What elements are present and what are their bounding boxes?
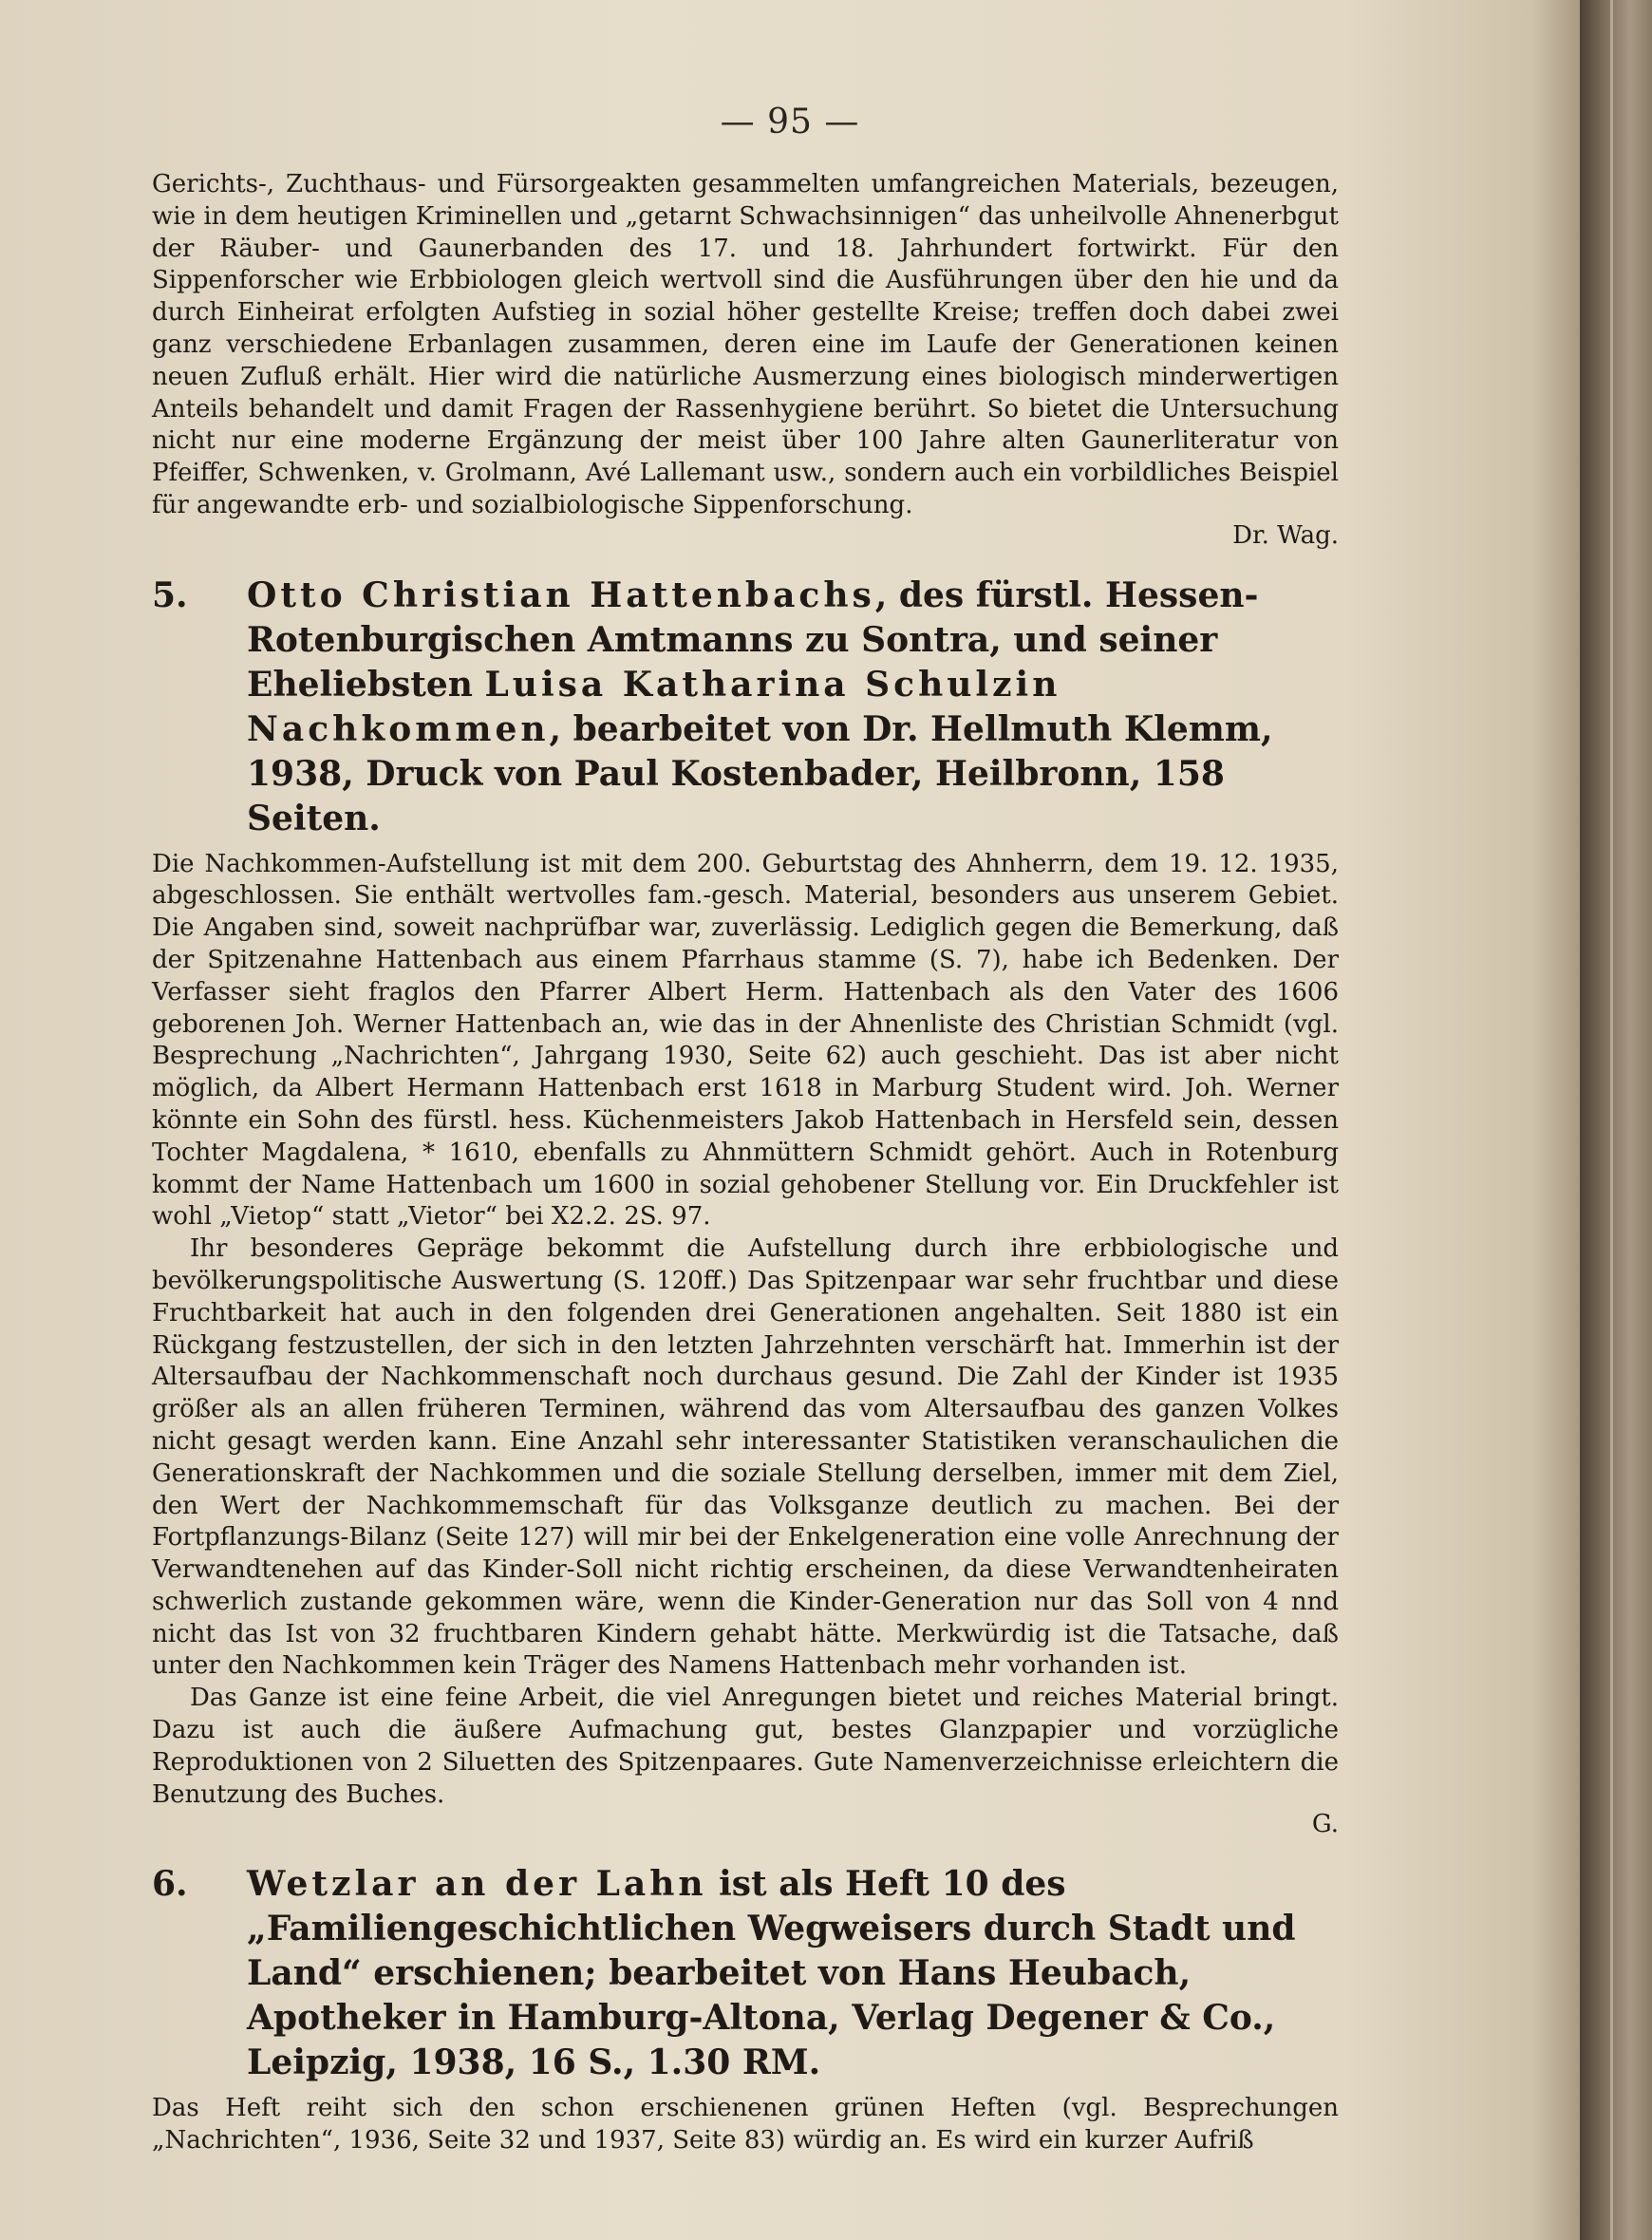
review-entry-6 — [152, 1862, 1339, 2157]
intro-paragraph — [152, 169, 1339, 553]
book-spine — [1580, 0, 1652, 2240]
intro-signature: Dr. Wag. — [1232, 520, 1339, 550]
entry-title-part: , des fürstl. Hessen-Rotenburgischen Amtmanns zu Sontra, und seiner Eheliebsten — [247, 574, 1259, 705]
entry-number: 5. — [152, 574, 188, 615]
entry-paragraph — [152, 1683, 1339, 1841]
entry-heading — [152, 1862, 1339, 2085]
review-entry-5 — [152, 574, 1339, 1842]
entry-signature: G. — [1311, 1810, 1339, 1839]
entry-paragraph: Das Heft reiht sich den schon erschienenen grünen Heften (vgl. Besprechungen „Nachrichten“, 1936, Seite 32 und 1937, Seite 83) würdig an. Es wird ein kurzer Aufriß — [152, 2094, 1339, 2155]
entry-title-part: ist als Heft 10 des „Familiengeschichtlichen Wegweisers durch Stadt und Land“ erschienen; bearbeitet von Hans Heubach, Apotheker in Hamburg-Altona, Verlag Degener & Co., Leipzig, 1938, 16 S., 1.30 RM. — [247, 1864, 1296, 2083]
entry-title-part: Luisa Katharina Schulzin Nachkommen — [247, 664, 1061, 749]
entry-paragraph: Die Nachkommen-Aufstellung ist mit dem 200. Geburtstag des Ahnherrn, dem 19. 12. 1935, abgeschlossen. Sie enthält wertvolles fam.-gesch. Material, besonders aus unserem Gebiet. Die Angaben sind, soweit nachprüfbar war, zuverlässig. Lediglich gegen die Bemerkung, daß der Spitzenahne Hattenbach aus einem Pfarrhaus stamme (S. 7), habe ich Bedenken. Der Verfasser sieht fraglos den Pfarrer Albert Herm. Hattenbach als den Vater des 1606 geborenen Joh. Werner Hattenbach an, wie das in der Ahnenliste des Christian Schmidt (vgl. Besprechung „Nachrichten“, Jahrgang 1930, Seite 62) auch geschieht. Das ist aber nicht möglich, da Albert Hermann Hattenbach erst 1618 in Marburg Student wird. Joh. Werner könnte ein Sohn des fürstl. hess. Küchenmeisters Jakob Hattenbach in Hersfeld sein, dessen Tochter Magdalena, * 1610, ebenfalls zu Ahnmüttern Schmidt gehört. Auch in Rotenburg kommt der Name Hattenbach um 1600 in sozial gehobener Stellung vor. Ein Druckfehler ist wohl „Vietop“ statt „Vietor“ bei X2.2. 2S. 97. — [152, 849, 1339, 1232]
entry-title-part: Wetzlar an der Lahn — [247, 1864, 707, 1905]
intro-text: Gerichts-, Zuchthaus- und Fürsorgeakten gesammelten umfangreichen Materials, bezeugen, wie in dem heutigen Kriminellen und „getarnt Schwachsinnigen“ das unheilvolle Ahnenerbgut der Räuber- und Gaunerbanden des 17. und 18. Jahrhundert fortwirkt. Für den Sippenforscher wie Erbbiologen gleich wertvoll sind die Ausführungen über den hie und da durch Einheirat erfolgten Aufstieg in sozial höher gestellte Kreise; treffen doch dabei zwei ganz verschiedene Erbanlagen zusammen, deren eine im Laufe der Generationen keinen neuen Zufluß erhält. Hier wird die natürliche Ausmerzung eines biologisch minderwertigen Anteils behandelt und damit Fragen der Rassenhygiene berührt. So bietet die Untersuchung nicht nur eine moderne Ergänzung der meist über 100 Jahre alten Gaunerliteratur von Pfeiffer, Schwenken, v. Grolmann, Avé Lallemant usw., sondern auch ein vorbildliches Beispiel für angewandte erb- und sozialbiologische Sippenforschung. — [152, 170, 1339, 519]
entry-number: 6. — [152, 1864, 188, 1905]
entry-paragraph-text: Das Ganze ist eine feine Arbeit, die viel Anregungen bietet und reiches Material bringt. Dazu ist auch die äußere Aufmachung gut, bestes Glanzpapier und vorzügliche Reproduktionen von 2 Siluetten des Spitzenpaares. Gute Namenverzeichnisse erleichtern die Benutzung des Buches. — [152, 1684, 1339, 1809]
page-edge — [1610, 0, 1613, 2240]
entry-heading — [152, 574, 1339, 841]
entry-title-part: Otto Christian Hattenbachs — [247, 574, 875, 615]
entry-title-part: , bearbeitet von Dr. Hellmuth Klemm, 1938, Druck von Paul Kostenbader, Heilbronn, 158 Seiten. — [247, 708, 1273, 838]
text-column — [152, 169, 1339, 2157]
entry-paragraph: Ihr besonderes Gepräge bekommt die Aufstellung durch ihre erbbiologische und bevölkerungspolitische Auswertung (S. 120ff.) Das Spitzenpaar war sehr fruchtbar und diese Fruchtbarkeit hat auch in den folgenden drei Generationen angehalten. Seit 1880 ist ein Rückgang festzustellen, der sich in den letzten Jahrzehnten verschärft hat. Immerhin ist der Altersaufbau der Nachkommenschaft noch durchaus gesund. Die Zahl der Kinder ist 1935 größer als an allen früheren Terminen, während das vom Altersaufbau des ganzen Volkes nicht gesagt werden kann. Eine Anzahl sehr interessanter Statistiken veranschaulichen die Generationskraft der Nachkommen und die soziale Stellung derselben, immer mit dem Ziel, den Wert der Nachkommemschaft für das Volksganze deutlich zu machen. Bei der Fortpflanzungs-Bilanz (Seite 127) will mir bei der Enkelgeneration eine volle Anrechnung der Verwandtenehen auf das Kinder-Soll nicht richtig erscheinen, da diese Verwandtenheiraten schwerlich zustande gekommen wäre, wenn die Kinder-Generation nur das Soll von 4 nnd nicht das Ist von 32 fruchtbaren Kindern gehabt hätte. Merkwürdig ist die Tatsache, daß unter den Nachkommen kein Träger des Namens Hattenbach mehr vorhanden ist. — [152, 1234, 1339, 1681]
page-number: — 95 — — [720, 103, 860, 141]
